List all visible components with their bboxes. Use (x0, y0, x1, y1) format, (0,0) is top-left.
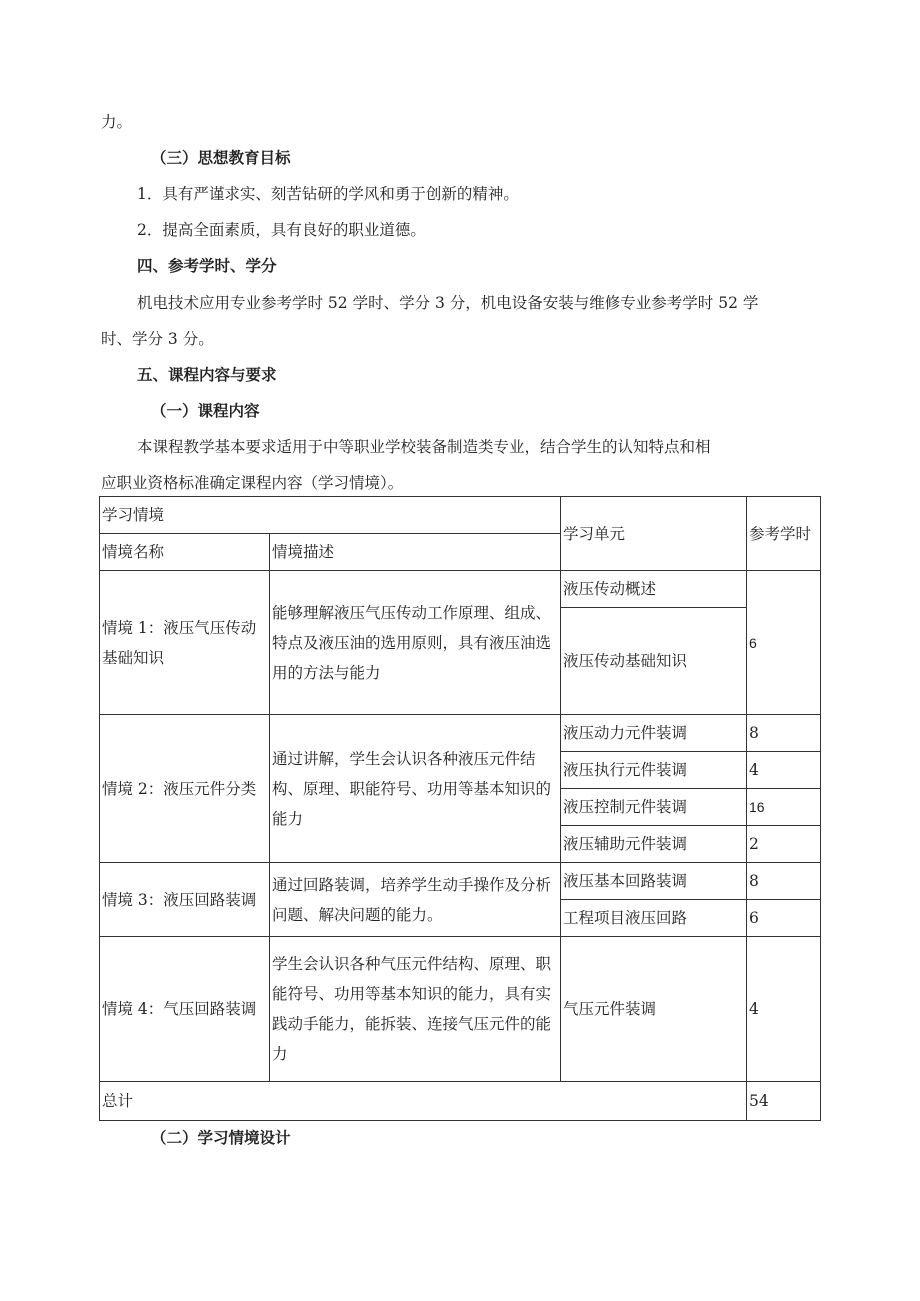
list-item: 2．提高全面素质，具有良好的职业道德。 (137, 221, 426, 239)
hours-cell: 8 (747, 863, 821, 900)
list-item: 1．具有严谨求实、刻苦钻研的学风和勇于创新的精神。 (137, 185, 519, 203)
unit-cell: 液压传动概述 (561, 571, 747, 608)
section-heading: （三）思想教育目标 (151, 149, 291, 167)
header-reference-hours: 参考学时 (747, 497, 821, 571)
unit-cell: 液压辅助元件装调 (561, 826, 747, 863)
hours-cell: 2 (747, 826, 821, 863)
total-value-cell: 54 (747, 1082, 821, 1121)
unit-cell: 气压元件装调 (561, 937, 747, 1082)
hours-cell: 4 (747, 937, 821, 1082)
unit-cell: 液压基本回路装调 (561, 863, 747, 900)
hours-cell: 16 (747, 789, 821, 826)
unit-cell: 液压控制元件装调 (561, 789, 747, 826)
paragraph-line: 机电技术应用专业参考学时 52 学时、学分 3 分，机电设备安装与维修专业参考学时 52 学 (137, 294, 759, 312)
situation-name-cell: 情境 4：气压回路装调 (100, 937, 270, 1082)
section-heading: （二）学习情境设计 (151, 1129, 291, 1147)
header-learning-unit: 学习单元 (561, 497, 747, 571)
paragraph-line: 本课程教学基本要求适用于中等职业学校装备制造类专业，结合学生的认知特点和相 (137, 438, 711, 456)
section-heading: （一）课程内容 (151, 402, 260, 420)
situation-name-cell: 情境 3：液压回路装调 (100, 863, 270, 937)
section-heading: 四、参考学时、学分 (137, 257, 277, 275)
header-learning-situation: 学习情境 (100, 497, 561, 534)
hours-cell: 6 (747, 900, 821, 937)
unit-cell: 工程项目液压回路 (561, 900, 747, 937)
header-situation-description: 情境描述 (270, 534, 561, 571)
header-situation-name: 情境名称 (100, 534, 270, 571)
unit-cell: 液压传动基础知识 (561, 608, 747, 715)
situation-description-cell: 通过回路装调，培养学生动手操作及分析问题、解决问题的能力。 (270, 863, 561, 937)
situation-description-cell: 学生会认识各种气压元件结构、原理、职能符号、功用等基本知识的能力，具有实践动手能力，能拆装、连接气压元件的能力 (270, 937, 561, 1082)
situation-description-cell: 通过讲解，学生会认识各种液压元件结构、原理、职能符号、功用等基本知识的能力 (270, 715, 561, 863)
situation-description-cell: 能够理解液压气压传动工作原理、组成、特点及液压油的选用原则，具有液压油选用的方法与能力 (270, 571, 561, 715)
situation-name-cell: 情境 2：液压元件分类 (100, 715, 270, 863)
paragraph-line: 时、学分 3 分。 (101, 330, 214, 348)
unit-cell: 液压动力元件装调 (561, 715, 747, 752)
paragraph-line: 应职业资格标准确定课程内容（学习情境）。 (101, 474, 404, 492)
hours-cell: 6 (747, 571, 821, 715)
course-content-table (99, 496, 821, 1121)
section-heading: 五、课程内容与要求 (137, 366, 277, 384)
hours-cell: 4 (747, 752, 821, 789)
text-line: 力。 (101, 113, 133, 131)
hours-cell: 8 (747, 715, 821, 752)
total-label-cell: 总计 (100, 1082, 747, 1121)
situation-name-cell: 情境 1：液压气压传动基础知识 (100, 571, 270, 715)
unit-cell: 液压执行元件装调 (561, 752, 747, 789)
